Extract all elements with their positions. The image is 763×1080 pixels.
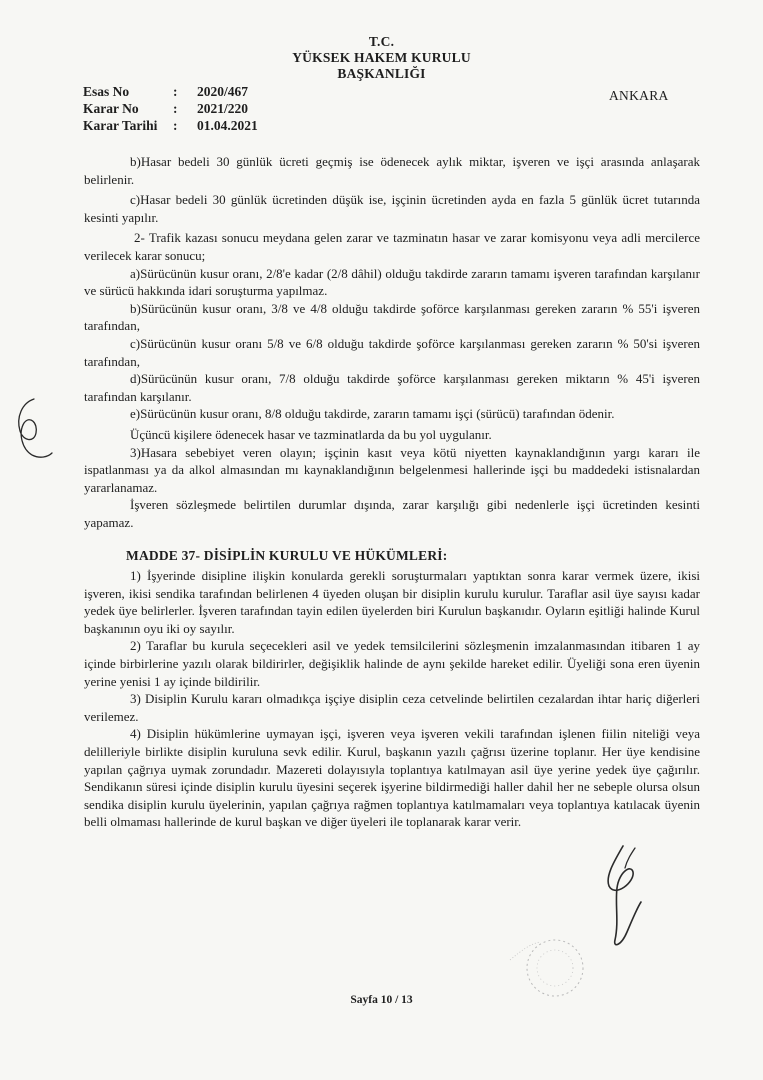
page-number: Sayfa 10 / 13 xyxy=(350,994,413,1006)
karar-separator: : xyxy=(173,101,178,116)
paragraph: c)Hasar bedeli 30 günlük ücretinden düşük ise, işçinin ücretinden ayda en fazla 5 günlük ücret tutarında kesinti yapılır. xyxy=(84,192,700,225)
paragraph: a)Sürücünün kusur oranı, 2/8'e kadar (2/8 dâhil) olduğu takdirde zararın tamamı işveren tarafından karşılanır ve sürücü hakkında idari soruşturma yapılmaz. xyxy=(84,265,700,299)
paragraph: b)Hasar bedeli 30 günlük ücreti geçmiş ise ödenecek aylık miktar, işveren ve işçi arasında anlaşarak belirlenir. xyxy=(84,154,700,187)
case-metadata xyxy=(83,83,258,134)
esas-row xyxy=(83,83,258,100)
esas-value: 2020/467 xyxy=(197,84,249,99)
city-label: ANKARA xyxy=(609,88,669,103)
tarih-separator: : xyxy=(173,118,178,133)
karar-label: Karar No xyxy=(83,101,139,116)
document-header xyxy=(0,34,763,82)
paragraph: 1) İşyerinde disipline ilişkin konularda gerekli soruşturmaları yaptıktan sonra karar vermek üzere, ikisi işveren, ikisi sendika tarafından belirlenen 4 üyeden oluşan bir disiplin kurulu kurulur. Taraflar asil üye sayısı kadar yedek üye belirlerler. İşveren tarafından tayin edilen üyelerden biri Kurulun başkanıdır. Oyların eşitliği halinde Kurul başkanının oyu iki oy sayılır. xyxy=(84,568,700,636)
paragraph: 2- Trafik kazası sonucu meydana gelen zarar ve tazminatın hasar ve zarar komisyonu veya adli mercilerce verilecek karar sonucu; xyxy=(84,230,700,263)
paragraph: b)Sürücünün kusur oranı, 3/8 ve 4/8 olduğu takdirde şoförce karşılanması gereken zararın % 55'i işveren tarafından, xyxy=(84,300,700,334)
tarih-label: Karar Tarihi xyxy=(83,118,158,133)
tarih-row xyxy=(83,117,258,134)
karar-row xyxy=(83,100,258,117)
esas-label: Esas No xyxy=(83,84,130,99)
margin-initial-mark xyxy=(8,393,56,465)
paragraph: Üçüncü kişilere ödenecek hasar ve tazminatlarda da bu yol uygulanır. xyxy=(130,426,492,442)
karar-value: 2021/220 xyxy=(197,101,249,116)
paragraph: 4) Disiplin hükümlerine uymayan işçi, işveren veya işveren vekili tarafından işlenen fiilin niteliği veya delilleriyle birlikte disiplin kuruluna sevk edilir. Kurul, başkanın yazılı çağrısı üzerine toplanır. Her üye kendisine yapılan çağrıya uymak zorundadır. Mazereti dolayısıyla toplantıya katılmayan asil üye yerine yedek üye çağırılır. Sendikanın süresi içinde disiplin kurulu üyesini seçerek işyerine bildirmediği haller dahil her ne sebeple olursa olsun sendika disiplin kurulu üyelerinin, yapılan çağrıya rağmen toplantıya katılmamaları veya toplantıya katılacak üyenin belli olmaması hallerinde de kurul başkan ve diğer üyeleri ile toplanarak karar verir. xyxy=(84,726,700,830)
document-body xyxy=(84,153,700,831)
paragraph: c)Sürücünün kusur oranı 5/8 ve 6/8 olduğu takdirde şoförce karşılanması gereken zararın % 50'si işveren tarafından, xyxy=(84,335,700,369)
header-presidency: BAŞKANLIĞI xyxy=(337,66,426,81)
paragraph: 3)Hasara sebebiyet veren olayın; işçinin kasıt veya kötü niyetten kaynaklandığının yargı kararı ile ispatlanması ya da alkol almasından mı kaynaklandığının belgelenmesi hallerinde işçi bu maddedeki istisnalardan yararlanamaz. xyxy=(84,444,700,495)
header-institution: YÜKSEK HAKEM KURULU xyxy=(292,50,471,65)
paragraph: 3) Disiplin Kurulu kararı olmadıkça işçiye disiplin ceza cetvelinde belirtilen cezalardan ihtar hariç diğerleri verilemez. xyxy=(84,691,700,724)
tarih-value: 01.04.2021 xyxy=(197,118,258,133)
header-tc: T.C. xyxy=(368,34,395,49)
stamp-mark xyxy=(500,930,600,1000)
paragraph: e)Sürücünün kusur oranı, 8/8 olduğu takdirde, zararın tamamı işçi (sürücü) tarafından ödenir. xyxy=(130,406,615,422)
paragraph: 2) Taraflar bu kurula seçecekleri asil ve yedek temsilcilerini sözleşmenin imzalanmasından itibaren 1 ay içinde birbirlerine yazılı olarak bildirirler, değişiklik halinde de aynı şekilde hareket edilir. Üyeliği sona eren üyenin yerine yenisi 1 ay içinde bildirilir. xyxy=(84,638,700,689)
paragraph: İşveren sözleşmede belirtilen durumlar dışında, zarar karşılığı gibi nedenlerle işçi ücretinden kesinti yapamaz. xyxy=(84,497,700,530)
esas-separator: : xyxy=(173,84,178,99)
paragraph: d)Sürücünün kusur oranı, 7/8 olduğu takdirde şoförce karşılanması gereken miktarın % 45'i işveren tarafından karşılanır. xyxy=(84,371,700,404)
article-title: MADDE 37- DİSİPLİN KURULU VE HÜKÜMLERİ: xyxy=(126,548,448,564)
